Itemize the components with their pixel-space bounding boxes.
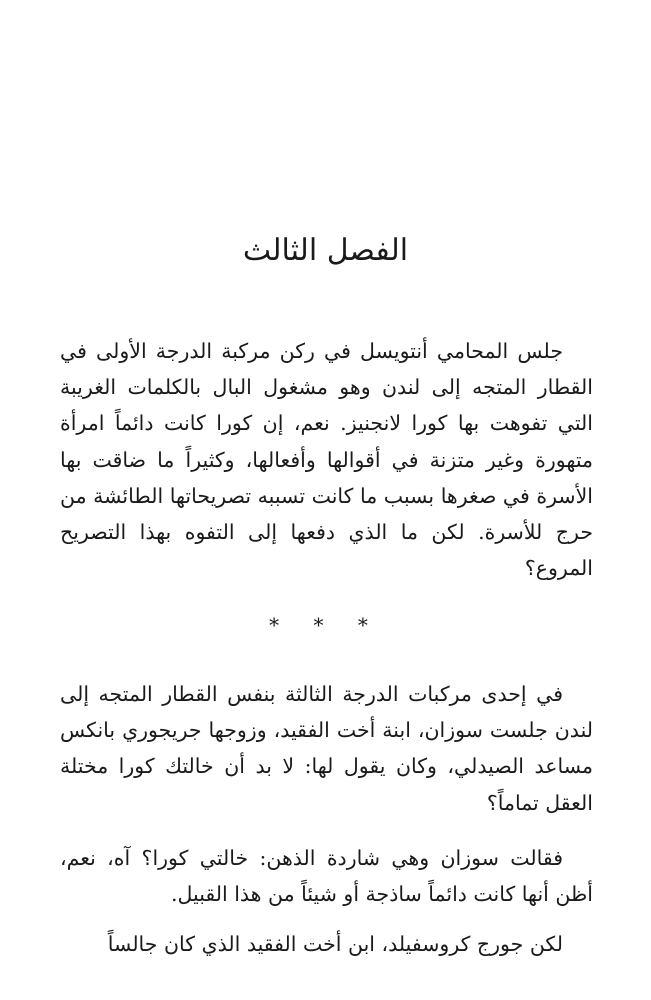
paragraph-1: جلس المحامي أنتويسل في ركن مركبة الدرجة الأولى في القطار المتجه إلى لندن وهو مشغول البال بالكلمات الغريبة التي تفوهت بها كورا لانجنيز. نعم، إن كورا كانت دائماً امرأة متهورة وغير متزنة في أقوالها وأفعالها، وكثيراً ما ضاقت بها الأسرة في صغرها بسبب ما كانت تسببه تصريحاتها الطائشة من حرج للأسرة. لكن ما الذي دفعها إلى التفوه بهذا التصريح المروع؟ (60, 339, 593, 581)
section-separator: * * * (269, 613, 382, 637)
chapter-title: الفصل الثالث (242, 233, 409, 268)
paragraph-2: في إحدى مركبات الدرجة الثالثة بنفس القطار المتجه إلى لندن جلست سوزان، ابنة أخت الفقيد، وزوجها جريجوري بانكس مساعد الصيدلي، وكان يقول لها: لا بد أن خالتك كورا مختلة العقل تماماً؟ (60, 682, 593, 815)
paragraph-4: لكن جورج كروسفيلد، ابن أخت الفقيد الذي كان جالساً (107, 932, 563, 956)
paragraph-3: فقالت سوزان وهي شاردة الذهن: خالتي كورا؟ آه، نعم، أظن أنها كانت دائماً ساذجة أو شيئاً من هذا القبيل. (60, 846, 593, 907)
